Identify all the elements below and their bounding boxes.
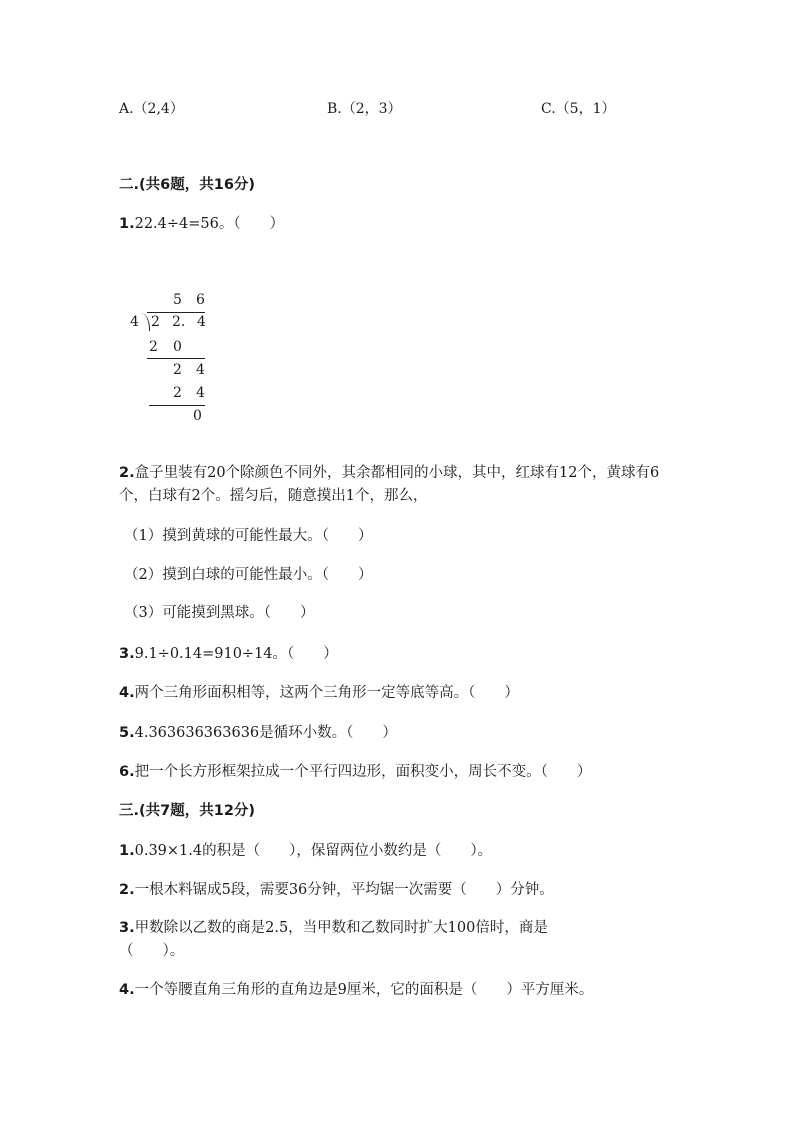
division-line [149,405,205,406]
step-digit: 0 [173,339,182,355]
question-number: 2. [119,882,135,898]
step-digit: 4 [196,385,205,401]
section-3-header: 三.(共7题，共12分) [119,803,256,819]
question-text: 22.4÷4=56。（ ） [134,216,285,232]
question-number: 1. [119,216,135,232]
question-text: 把一个长方形框架拉成一个平行四边形，面积变小，周长不变。（ ） [134,764,592,780]
remainder: 0 [193,408,202,424]
dividend-digit: 2 [151,314,160,330]
s3-question-2 [119,878,554,899]
question-number: 5. [119,725,135,741]
question-number: 1. [119,843,135,859]
question-text: 4.363636363636是循环小数。（ ） [134,725,397,741]
s3-question-3 [119,917,609,963]
step-digit: 2 [149,339,158,355]
option-c: C.（5，1） [541,101,616,117]
s2-question-1 [119,212,284,233]
division-bar [147,312,205,313]
s2-question-3 [119,642,338,663]
quotient-digit: 5 [173,292,182,308]
question-text: 9.1÷0.14=910÷14。（ ） [134,646,338,662]
option-a: A.（2,4） [119,101,184,117]
question-number: 3. [119,920,135,936]
option-b: B.（2，3） [327,101,402,117]
dividend-digit: 2. [172,314,186,330]
s2-question-4 [119,681,519,702]
step-digit: 4 [196,362,205,378]
section-2-header: 二.(共6题，共16分) [119,177,256,193]
s3-question-1 [119,839,492,860]
s2-question-5 [119,721,397,742]
question-number: 2. [119,465,135,481]
question-number: 3. [119,646,135,662]
question-number: 4. [119,982,135,998]
step-digit: 2 [173,385,182,401]
s2-q2-sub-2: （2）摸到白球的可能性最小。（ ） [124,567,373,583]
s2-q2-sub-1: （1）摸到黄球的可能性最大。（ ） [124,528,373,544]
question-text: 两个三角形面积相等，这两个三角形一定等底等高。（ ） [134,685,519,701]
step-digit: 2 [173,362,182,378]
question-text: 盒子里装有20个除颜色不同外，其余都相同的小球，其中，红球有12个，黄球有6个，白球有2个。摇匀后，随意摸出1个，那么， [119,465,660,504]
question-text: 一个等腰直角三角形的直角边是9厘米，它的面积是（ ）平方厘米。 [134,982,594,998]
question-text: 甲数除以乙数的商是2.5，当甲数和乙数同时扩大100倍时，商是（ ）。 [119,920,548,959]
question-text: 一根木料锯成5段，需要36分钟，平均锯一次需要（ ）分钟。 [134,882,554,898]
s3-question-4 [119,978,593,999]
quotient-digit: 6 [196,292,205,308]
divisor: 4 [130,314,139,330]
s2-question-6 [119,760,591,781]
dividend-digit: 4 [197,314,206,330]
question-number: 6. [119,764,135,780]
s2-question-2 [119,462,679,508]
question-number: 4. [119,685,135,701]
division-bracket [141,313,150,331]
question-text: 0.39×1.4的积是（ ），保留两位小数约是（ ）。 [134,843,493,859]
long-division [125,288,225,428]
s2-q2-sub-3: （3）可能摸到黑球。（ ） [124,605,315,621]
division-line [147,358,205,359]
